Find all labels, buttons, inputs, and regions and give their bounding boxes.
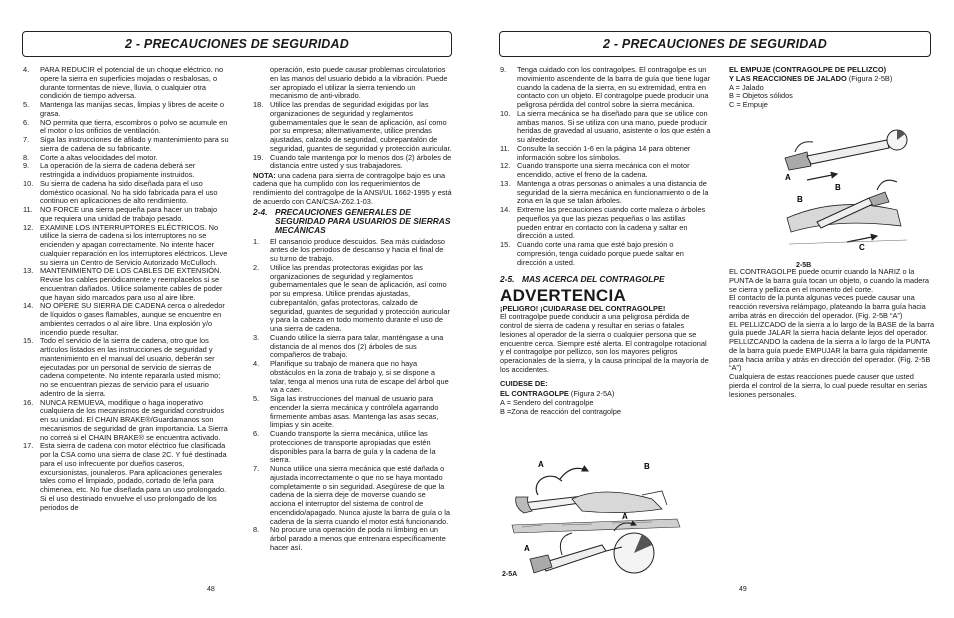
item-number: 1. xyxy=(253,236,260,246)
left-column-2 xyxy=(253,66,453,553)
pinch-push-illustration xyxy=(777,122,917,258)
section-2-4-heading xyxy=(253,208,453,236)
item-text: Extreme las precauciones cuando corte maleza o árboles pequeños ya que las piezas pequeñas o las astillas pueden entrar en contacto con la cadena y saltar en dirección a usted. xyxy=(517,205,706,241)
item-number: 11. xyxy=(500,143,510,153)
item-number: 5. xyxy=(253,394,260,404)
list-item xyxy=(500,206,712,241)
list-item xyxy=(23,180,229,206)
item-text: Siga las instrucciones del manual de usuario para encender la sierra mecánica y contrólela agarrando firmemente ambas asas. Mantenga las asas secas, limpias y sin aceite. xyxy=(270,394,439,430)
list-item xyxy=(253,264,453,334)
item-text: operación, esto puede causar problemas circulatorios en las manos del usuario debido a la vibración. Puede ser apropiado el utilizar la sierra teniendo un mecanismo de anti-vibrado. xyxy=(270,65,448,101)
item-text: EXAMINE LOS INTERRUPTORES ELÉCTRICOS. No utilice la sierra de cadena si los interruptores no se encienden y apagan correctamente. No intente hacer cualquier reparación en los interruptores eléctricos. Lleve su sierra un Centro de Servicio Autorizado McCulloch. xyxy=(40,222,228,267)
list-item xyxy=(23,66,229,101)
list-item xyxy=(23,399,229,443)
item-text: Planifique su trabajo de manera que no haya obstáculos en la zona de trabajo y, si se dispone a talar, tenga al menos una ruta de escape del árbol que va a caer. xyxy=(270,359,449,395)
list-item xyxy=(253,465,453,526)
label-b: B xyxy=(644,462,650,471)
item-text: NO permita que tierra, escombros o polvo se acumule en el motor o los orificios de ventilación. xyxy=(40,117,228,136)
page-49 xyxy=(477,0,954,618)
list-item xyxy=(23,442,229,512)
item-number: 4. xyxy=(253,359,260,369)
list-item xyxy=(23,206,229,224)
label-a-left: A xyxy=(524,544,530,553)
item-number: 13. xyxy=(500,178,511,188)
item-number: 19. xyxy=(253,152,264,162)
item-text: Cuando corte una rama que esté bajo presión o compresión, tenga cuidado porque puede saltar en dirección a usted. xyxy=(517,240,684,267)
item-number: 7. xyxy=(23,135,30,144)
legend-a-line-2: B =Zona de reacción del contragolpe xyxy=(500,406,622,416)
item-number: 10. xyxy=(23,178,34,188)
warning-heading: ADVERTENCIA xyxy=(500,285,627,305)
item-text: Nunca utilice una sierra mecánica que esté dañada o ajustada incorrectamente o que no se haya montado completamente o sin seguridad. Asegúrese de que la cadena de la sierra deje de moverse cuando se acciona el interruptor del sistema de control de encendido/apagado. Nunca ajuste la barra de guía o la cadena de la sierra cuando el motor está funcionando. xyxy=(270,464,450,526)
item-number: 5. xyxy=(23,100,30,109)
item-text: Mantenga las manijas secas, limpias y libres de aceite o grasa. xyxy=(40,100,225,118)
item-text: Mantenga a otras personas o animales a una distancia de seguridad de la sierra mecánica en funcionamiento o de la zona en la que se talan árboles. xyxy=(517,178,709,206)
item-number: 8. xyxy=(253,525,260,535)
item-number: 13. xyxy=(23,266,34,276)
kickback-intro: El contragolpe puede conducir a una peligrosa pérdida de control de sierra de cadena y resultar en serias o fatales lesiones al operador de la sierra o cualquier persona que se encuentre cerca. Siempre esté alerta. El contragolpe rotacional y el contragolpe por pellizco, son los mayores peligros operacionales de la sierra, y la causa principal de la mayoría de los accidentes. xyxy=(500,312,709,374)
item-number: 14. xyxy=(500,205,511,214)
item-number: 3. xyxy=(253,332,260,342)
list-item xyxy=(23,136,229,154)
item-number: 18. xyxy=(253,100,264,109)
list-item xyxy=(500,110,712,145)
note-text: una cadena para sierra de contragolpe bajo es una cadena que ha cumplido con los requerimientos de rendimiento del contragolpe de la ANSI/UL 1662-1995 y está de acuerdo con CAN/CSA-Z62.1-03. xyxy=(253,170,452,206)
item-text: Tenga cuidado con los contragolpes. El contragolpe es un movimiento ascendente de la barra de guía que tiene lugar cuando la cadena de la sierra, en su extremidad, entra en contacto con un objeto. El contragolpe puede producir una peligrosa pérdida del control sobre la sierra mecánica. xyxy=(517,65,711,109)
list-item xyxy=(23,162,229,180)
numbered-list xyxy=(500,66,712,267)
item-number: 10. xyxy=(500,108,511,118)
item-text: PARA REDUCIR el potencial de un choque eléctrico. no opere la sierra en superficies mojadas o resbalosas, o durante tormentas de nieve, lluvia, o cualquier otra condición de tiempo adversa. xyxy=(40,65,224,101)
item-text: El cansancio produce descuidos. Sea más cuidadoso antes de los periodos de descanso y hacia el final de su turno de trabajo. xyxy=(270,236,446,264)
list-item xyxy=(253,430,453,465)
legend-b-line-2: B = Objetos sólidos xyxy=(729,91,793,101)
item-text: Consulte la sección 1-6 en la página 14 para obtener información sobre los símbolos. xyxy=(517,143,691,162)
label-b-upper: B xyxy=(835,183,841,192)
section-header: 2 - PRECAUCIONES DE SEGURIDAD xyxy=(499,31,931,57)
tip-contact-paragraph: El contacto de la punta algunas veces puede causar una reacción reversiva relámpago, plateando la barra guía hacia arriba atrás en dirección del operador. (Fig. 2-5B “A”) xyxy=(729,293,926,320)
upper-saw-drawing xyxy=(785,130,907,180)
section-number: 2-4. xyxy=(253,206,268,217)
item-number: 6. xyxy=(253,429,260,439)
lower-saw-drawing xyxy=(787,180,907,244)
general-precautions-list xyxy=(253,238,453,553)
list-item xyxy=(253,334,453,360)
kickback-illustration xyxy=(502,455,684,577)
item-number: 6. xyxy=(23,117,30,127)
list-item xyxy=(23,267,229,302)
item-text: La operación de la sierra de cadena deberá ser restringida a individuos propiamente instruidos. xyxy=(40,161,196,179)
pinching-paragraph: EL PELLIZCADO de la sierra a lo largo de la BASE de la barra guía puede JALAR la sierra hacia delante lejos del operador. PELLIZCANDO la cadena de la sierra a lo largo de la PUNTA de la barra guía puede EMPUJAR la barra guía rápidamente para hacia arriba y atrás en dirección del operador. (Fig. 2-5B “A”) xyxy=(729,319,935,373)
upper-saw-drawing xyxy=(512,468,680,533)
empuje-heading-line-1: EL EMPUJE (CONTRAGOLPE DE PELLIZCO) xyxy=(729,65,887,74)
figure-2-5a-caption: 2-5A xyxy=(502,571,518,578)
page-number: 48 xyxy=(207,586,215,593)
item-text: Siga las instrucciones de afilado y mantenimiento para su sierra de cadena de su fabricante. xyxy=(40,135,229,153)
label-a: A xyxy=(785,173,791,182)
numbered-list-continued xyxy=(253,66,453,171)
list-item xyxy=(253,154,453,172)
figure-2-5a xyxy=(502,455,684,577)
list-item xyxy=(500,145,712,163)
section-header: 2 - PRECAUCIONES DE SEGURIDAD xyxy=(22,31,452,57)
item-number: 2. xyxy=(253,262,260,272)
list-item xyxy=(253,360,453,395)
label-a-right: A xyxy=(622,512,628,521)
list-item xyxy=(253,526,453,552)
list-item xyxy=(23,302,229,337)
note-paragraph xyxy=(253,172,453,207)
figure-ref: (Figura 2-5A) xyxy=(568,389,615,399)
item-text: Utilice las prendas protectoras exigidas por las organizaciones de seguridad y reglamentos gubernamentales que le sean de aplicación, así como por su empresa. Utilice prendas ajustadas, cubrepantalón, gafas protectoras, calzado de seguridad, guantes de seguridad y protección auricular y para la cabeza en todo momento durante el uso de una sierra de cadena. xyxy=(270,262,450,334)
right-column-1 xyxy=(500,66,712,417)
item-number: 7. xyxy=(253,464,260,474)
list-item xyxy=(500,66,712,110)
cuidese-label: CUIDESE DE: xyxy=(500,378,548,388)
item-text: Corte a altas velocidades del motor. xyxy=(40,152,158,162)
section-title: PRECAUCIONES GENERALES DE SEGURIDAD PARA USUARIOS DE SIERRAS MECÁNICAS xyxy=(275,206,451,236)
figure-2-5b-caption: 2-5B xyxy=(796,262,812,269)
item-text: NUNCA REMUEVA, modifique o haga inoperativo cualquiera de los mecanismos de seguridad construidos en su unidad. El CHAIN BRAKE®/Guardamanos son mecanismos de seguridad de gran importancia. La Sierra no correá si el CHAIN BRAKE® se encuentra activado. xyxy=(40,397,228,442)
section-number: 2-5. xyxy=(500,274,515,285)
item-number xyxy=(253,66,270,101)
item-text: Cuando tale mantenga por lo menos dos (2) árboles de distancia entre usted y sus trabajadores. xyxy=(270,152,452,171)
label-b-lower: B xyxy=(797,195,803,204)
list-item xyxy=(23,337,229,398)
item-number: 12. xyxy=(23,222,34,232)
list-item xyxy=(23,224,229,268)
item-text: Cuando utilice la sierra para talar, manténgase a una distancia de al menos dos (2) árboles de sus compañeros de trabajo. xyxy=(270,332,444,360)
label-c: C xyxy=(859,243,865,252)
item-number: 4. xyxy=(23,65,30,74)
left-column-1 xyxy=(23,66,229,512)
item-text: Todo el servicio de la sierra de cadena, otro que los artículos listados en las instrucciones de seguridad y mantenimiento en el manual del usuario, deberán ser ejecutadas por un personal de servicio de sierras de cadena competente. No intente repararla usted mismo; no se encuentran piezas de servicio para el usuario adentro de la sierra. xyxy=(40,336,221,398)
page-number: 49 xyxy=(739,586,747,593)
label-a-top: A xyxy=(538,460,544,469)
list-item xyxy=(253,66,453,101)
reacciones-label: Y LAS REACCIONES DE JALADO xyxy=(729,73,847,83)
item-text: Utilice las prendas de seguridad exigidas por las organizaciones de seguridad y reglamentos gubernamentales que le sean de aplicación, así como por su empresa; alternativamente, utilice prendas ajustadas, calzado de seguridad, cubrepantalón de seguridad, guantes de seguridad y protección auricular. xyxy=(270,100,452,153)
note-label: NOTA: xyxy=(253,170,276,180)
item-number: 9. xyxy=(500,65,507,74)
kickback-paragraph: EL CONTRAGOLPE puede ocurrir cuando la NARIZ o la PUNTA de la barra guía tocan un objeto, o cuando la madera se cierra y pellizca en el momento del corte. xyxy=(729,267,929,294)
legend-b-line-3: C = Empuje xyxy=(729,100,768,109)
danger-line: ¡PELIGRO! ¡CUIDARASE DEL CONTRAGOLPE! xyxy=(500,303,666,313)
item-text: No procure una operación de poda ni limbing en un árbol parado a menos que entrenara específicamente hacer así. xyxy=(270,525,446,552)
loss-of-control-paragraph: Cualquiera de estas reacciones puede causer que usted pierda el control de la sierra, lo cual puede resultar en serias lesiones personales. xyxy=(729,372,928,399)
item-text: Cuando transporte la sierra mecánica, utilice las protecciones de transporte apropiadas que estén disponibles para la barra de guía y la cadena de la sierra. xyxy=(270,429,436,465)
figure-ref: (Figura 2-5B) xyxy=(846,73,893,83)
right-column-2-text xyxy=(729,268,935,399)
list-item xyxy=(500,241,712,267)
item-number: 15. xyxy=(23,336,34,346)
legend-a-line-1: A = Sendero del contragolpe xyxy=(500,398,594,408)
item-number: 9. xyxy=(23,161,30,171)
section-title: MAS ACERCA DEL CONTRAGOLPE xyxy=(522,274,665,285)
figure-2-5b xyxy=(777,122,917,258)
item-number: 8. xyxy=(23,152,30,162)
item-text: Su sierra de cadena ha sido diseñada para el uso doméstico ocasional. No ha sido fabricada para el uso continuo en aplicaciones de alto rendimiento. xyxy=(40,178,218,206)
section-2-5-heading xyxy=(500,275,712,284)
item-number: 17. xyxy=(23,441,34,451)
item-number: 14. xyxy=(23,301,34,311)
item-text: MANTENIMIENTO DE LOS CABLES DE EXTENSIÓN. Revise los cables periódicamente y reemplacelos si se encuentran dañados. Utilice solamente cables de poder que hayan sido marcados para uso al aire libre. xyxy=(40,266,223,302)
right-column-2 xyxy=(729,66,933,110)
legend-b-line-1: A = Jalado xyxy=(729,82,764,92)
list-item xyxy=(500,162,712,180)
item-text: NO OPERE SU SIERRA DE CADENA cerca o alrededor de líquidos o gases flamables, aunque se encuentre en ambientes cerrados o al aire libre. Una explosión y/o incendio puede resultar. xyxy=(40,301,225,337)
item-text: NO FORCE una sierra pequeña para hacer un trabajo que requiera una unidad de trabajo pesado. xyxy=(40,205,218,223)
item-text: Cuando transporte una sierra mecánica con el motor encendido, active el freno de la cadena. xyxy=(517,161,690,179)
list-item xyxy=(253,101,453,154)
contragolpe-label: EL CONTRAGOLPE xyxy=(500,389,569,399)
list-item xyxy=(23,101,229,119)
item-number: 12. xyxy=(500,161,511,171)
list-item xyxy=(500,180,712,206)
list-item xyxy=(253,238,453,264)
list-item xyxy=(253,395,453,430)
list-item xyxy=(23,119,229,137)
item-text: Esta sierra de cadena con motor eléctrico fue clasificada por la CSA como una sierra de clase 2C. Y fué destinada para el uso infrecuente por dueños caseros, excursionistas, jounaleros. Para aplicaciones generales tales como el limpiado, podado, cortado de leña para chimenea, etc. No fue diseñada para un uso prolongado. Si el uso destinado envuelve el uso prolongado de los periodos de xyxy=(40,441,227,512)
item-text: La sierra mecánica se ha diseñado para que se utilice con ambas manos. Si se utiliza con una mano, puede producir heridas de gravedad al usuario, asistente o los que estén a su alrededor. xyxy=(517,108,711,144)
item-number: 15. xyxy=(500,240,511,249)
item-number: 11. xyxy=(23,205,33,214)
item-number: 16. xyxy=(23,397,34,407)
